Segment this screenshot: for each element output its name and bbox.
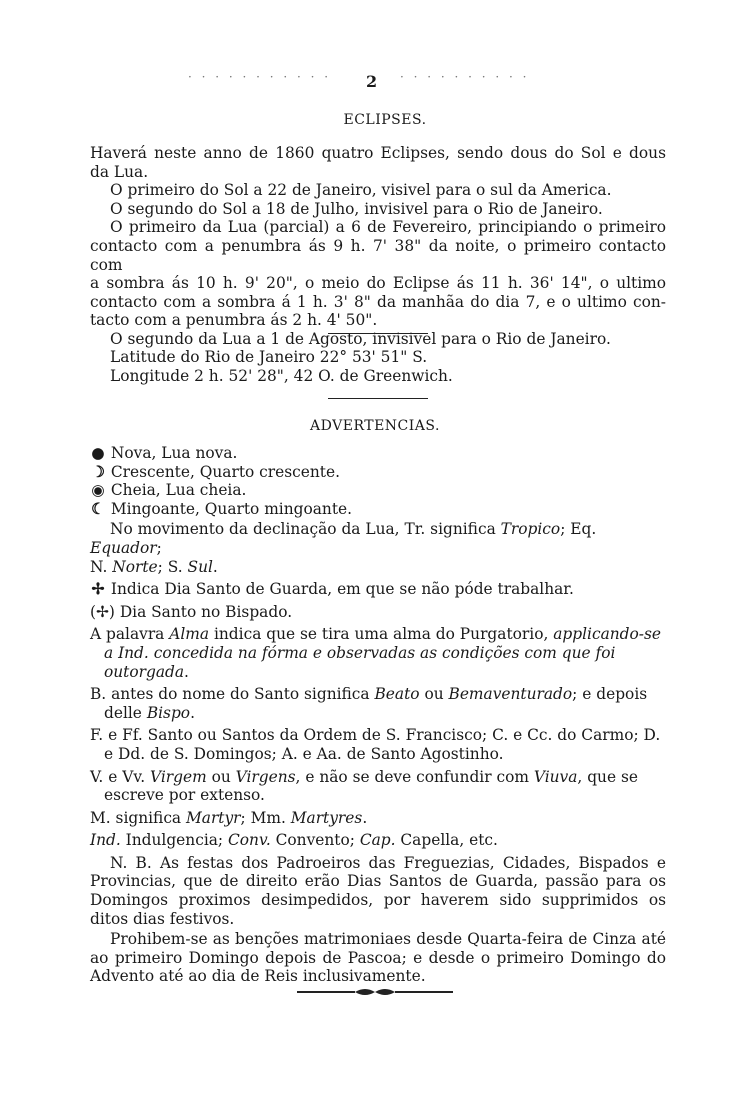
moon-phase-item: [90, 444, 666, 463]
eclipses-heading: ECLIPSES.: [343, 112, 427, 128]
full-moon-icon: ◉: [91, 481, 105, 500]
text-run: ou: [419, 685, 449, 704]
text-run: .: [212, 557, 218, 576]
waxing-moon-icon: ☽: [91, 462, 105, 481]
holy-day-note: [90, 580, 666, 599]
advertencias-section: [90, 444, 666, 986]
text-run: Tropico: [500, 520, 561, 539]
text-run: Virgens: [235, 767, 296, 786]
text-run: ;: [156, 538, 162, 557]
eclipses-line: contacto com a penumbra ás 9 h. 7' 38" da noite, o primeiro contacto com: [90, 236, 666, 274]
text-run: , e não se deve confundir com: [295, 767, 534, 786]
text-run: Conv.: [228, 831, 271, 850]
text-run: ou: [206, 767, 236, 786]
section-divider: [328, 398, 428, 399]
bracketed-cross-icon: (✢): [90, 602, 115, 621]
cross-icon: ✢: [91, 580, 105, 599]
text-run: Viuva: [533, 767, 578, 786]
text-run: Indulgencia;: [120, 831, 228, 850]
eclipses-section: [90, 144, 666, 349]
text-run: Martyr: [186, 808, 241, 827]
text-run: Capella, etc.: [395, 831, 498, 850]
declination-note: [90, 520, 666, 557]
coordinates-block: [110, 348, 686, 385]
eclipses-line: da Lua.: [90, 162, 149, 181]
text-run: B. antes do nome do Santo significa: [90, 685, 375, 704]
longitude-text: Longitude 2 h. 52' 28", 42 O. de Greenwich.: [110, 366, 453, 385]
text-run: ; Eq.: [560, 520, 597, 539]
text-run: Dia Santo no Bispado.: [119, 602, 293, 621]
ornamental-rule: [295, 986, 455, 998]
text-run: Indica Dia Santo de Guarda, em que se não póde trabalhar.: [110, 580, 574, 599]
text-run: Equador: [90, 538, 157, 557]
eclipses-line: contacto com a sombra á 1 h. 3' 8" da manhãa do dia 7, e o ultimo con-: [90, 292, 666, 311]
text-run: .: [362, 808, 368, 827]
moon-phase-item: [90, 463, 666, 482]
text-run: Cap.: [359, 831, 396, 850]
text-run: applicando-se a Ind. concedida na fórma e observadas as condições com que foi outorgada: [104, 625, 662, 681]
section-divider: [328, 333, 428, 334]
virgem-note: [90, 768, 666, 805]
eclipses-line: O segundo da Lua a 1 de Agosto, invisivel para o Rio de Janeiro.: [110, 329, 611, 348]
new-moon-icon: ●: [91, 444, 105, 462]
text-run: Ind.: [90, 831, 121, 850]
waning-moon-icon: ☾: [91, 499, 105, 518]
text-run: ; Mm.: [240, 808, 291, 827]
eclipses-line: O primeiro do Sol a 22 de Janeiro, visivel para o sul da America.: [110, 181, 612, 200]
text-run: Virgem: [149, 767, 207, 786]
eclipses-line: O primeiro da Lua (parcial) a 6 de Fevereiro, principiando o primeiro: [110, 218, 666, 237]
bleed-through-noise: · · · · · · · · · ·: [400, 70, 530, 84]
text-run: indica que se tira uma alma do Purgatorio,: [209, 625, 554, 644]
text-run: Norte: [112, 557, 158, 576]
eclipses-line: tacto com a penumbra ás 2 h. 4' 50".: [90, 311, 378, 330]
eclipses-line: Haverá neste anno de 1860 quatro Eclipses, sendo dous do Sol e dous: [90, 144, 666, 162]
declination-note-cont: [90, 558, 666, 577]
text-run: .: [190, 703, 195, 722]
text-run: Martyres: [290, 808, 363, 827]
moon-phase-item: [90, 481, 666, 500]
nota-bene: N. B. As festas dos Padroeiros das Freguezias, Cidades, Bispados e Provincias, que de direito erão Dias Santos de Guarda, passão para os Domingos proximos desimpedidos, por haverem sido supprimidos os ditos dias festivos.: [90, 853, 666, 928]
text-run: , que se escreve por extenso.: [104, 767, 638, 805]
text-run: No movimento da declinação da Lua, Tr. significa: [110, 520, 501, 539]
text-run: Sul: [187, 557, 213, 576]
abbreviations-note: [90, 831, 666, 850]
moon-phase-label: Nova, Lua nova.: [110, 444, 238, 462]
text-run: A palavra: [90, 625, 170, 644]
text-run: .: [184, 662, 189, 681]
text-run: ; S.: [157, 557, 188, 576]
marriage-prohibition-note: Prohibem-se as benções matrimoniaes desde Quarta-feira de Cinza até ao primeiro Domingo depois de Pascoa; e desde o primeiro Domingo do Advento até ao dia de Reis inclusivamente.: [90, 930, 666, 986]
eclipses-line: O segundo do Sol a 18 de Julho, invisivel para o Rio de Janeiro.: [110, 199, 603, 218]
text-run: N.: [90, 557, 113, 576]
text-run: ; e depois delle: [104, 685, 648, 722]
text-run: V. e Vv.: [90, 767, 150, 786]
page-number: 2: [366, 72, 378, 91]
text-run: Beato: [374, 685, 420, 704]
latitude-text: Latitude do Rio de Janeiro 22° 53' 51" S.: [110, 348, 428, 366]
alma-note: [90, 625, 666, 681]
text-run: Bemaventurado: [448, 685, 573, 704]
martyr-note: [90, 809, 666, 828]
text-run: Alma: [169, 625, 210, 644]
bleed-through-noise: · · · · · · · · · · ·: [188, 70, 332, 84]
beato-note: [90, 685, 666, 722]
moon-phase-label: Mingoante, Quarto mingoante.: [110, 499, 353, 518]
text-run: Bispo: [146, 703, 191, 722]
text-run: Convento;: [270, 831, 360, 850]
francisco-note: F. e Ff. Santo ou Santos da Ordem de S. Francisco; C. e Cc. do Carmo; D. e Dd. de S. Domingos; A. e Aa. de Santo Agostinho.: [90, 726, 661, 763]
moon-phase-label: Cheia, Lua cheia.: [110, 481, 247, 500]
moon-phase-label: Crescente, Quarto crescente.: [110, 462, 340, 481]
eclipses-line: a sombra ás 10 h. 9' 20", o meio do Eclipse ás 11 h. 36' 14", o ultimo: [90, 274, 666, 293]
text-run: M. significa: [90, 808, 187, 827]
advertencias-heading: ADVERTENCIAS.: [310, 418, 440, 434]
bishopric-note: [90, 603, 666, 622]
moon-phase-item: [90, 500, 666, 519]
